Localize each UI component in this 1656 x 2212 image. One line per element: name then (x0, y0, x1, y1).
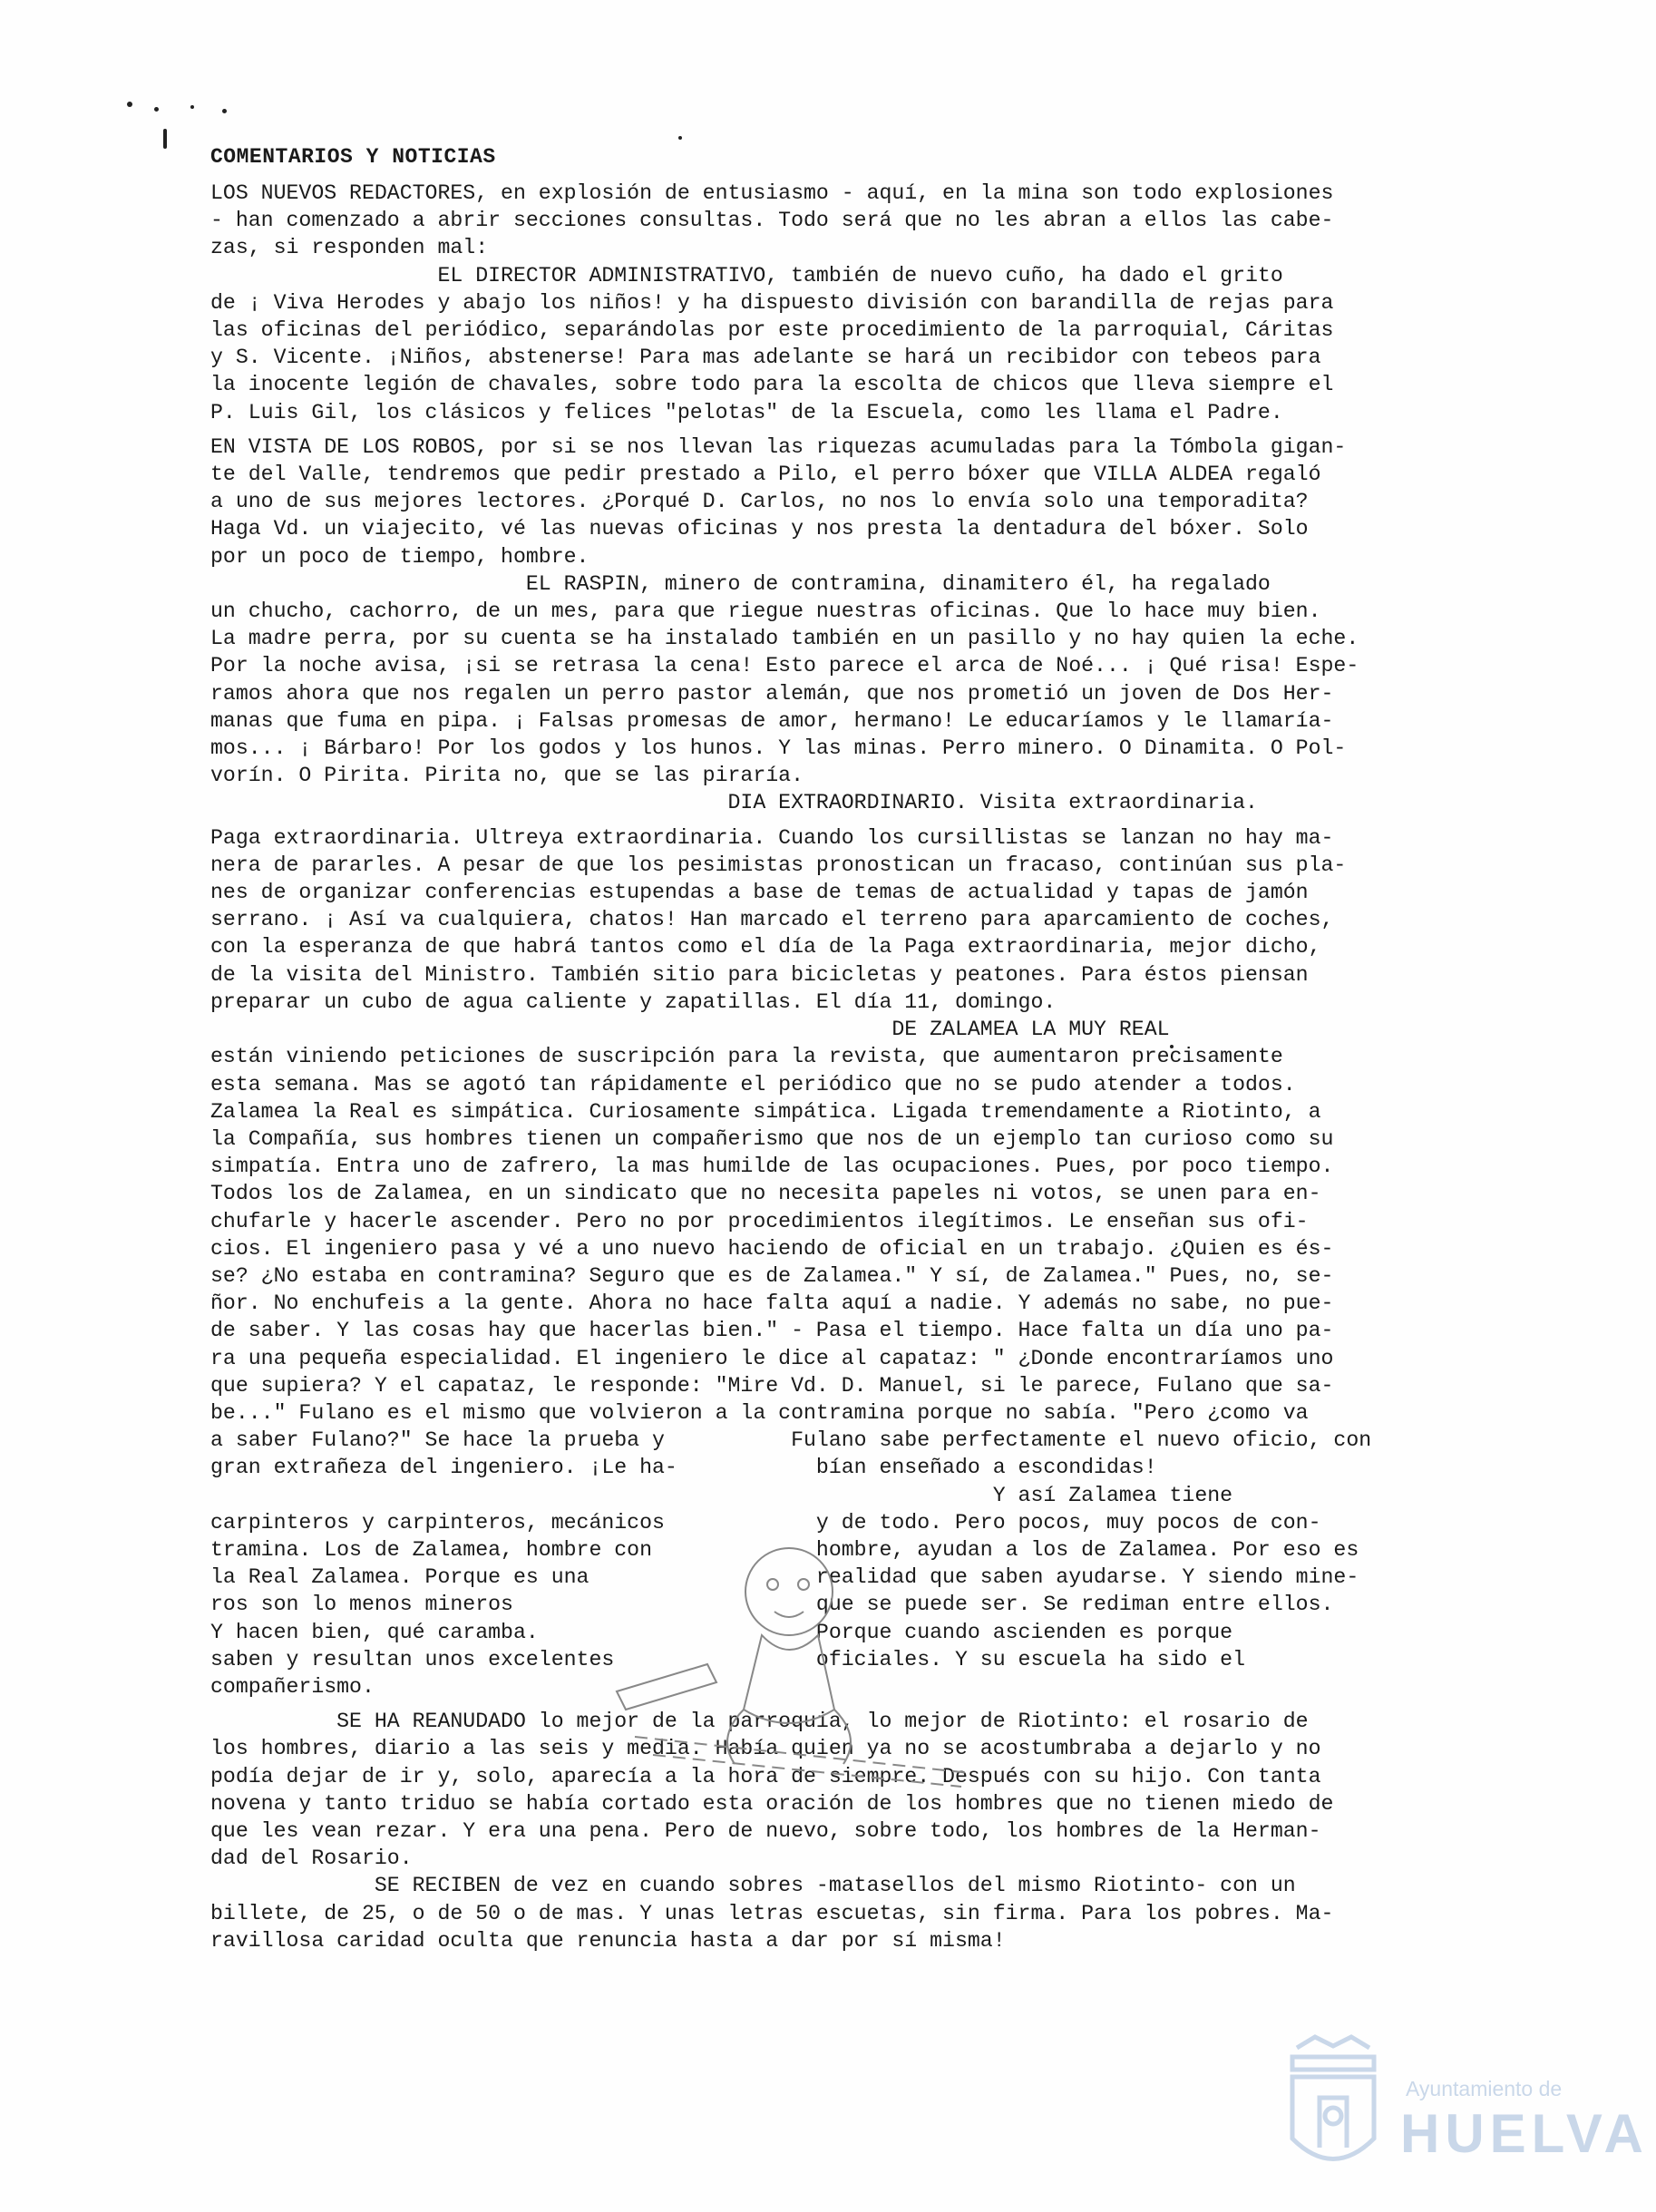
text-line: LOS NUEVOS REDACTORES, en explosión de entusiasmo - aquí, en la mina son todo explosiones (210, 181, 1334, 205)
text-line: los hombres, diario a las seis y media. Había quien ya no se acostumbraba a dejarlo y no (210, 1737, 1321, 1761)
watermark-line2: HUELVA (1400, 2103, 1649, 2164)
text-line: nera de pararles. A pesar de que los pesimistas pronostican un fracaso, continúan sus pla- (210, 853, 1347, 877)
text-line: nes de organizar conferencias estupendas a base de temas de actualidad y tapas de jamón (210, 881, 1309, 905)
text-line: novena y tanto triduo se había cortado esta oración de los hombres que no tienen miedo de (210, 1791, 1334, 1816)
text-line: de saber. Y las cosas hay que hacerlas bien." - Pasa el tiempo. Hace falta un día uno pa- (210, 1319, 1334, 1343)
text-line: Paga extraordinaria. Ultreya extraordinaria. Cuando los cursillistas se lanzan no hay ma- (210, 825, 1334, 850)
text-line: zas, si responden mal: (210, 236, 489, 260)
huelva-watermark (1279, 2030, 1649, 2184)
text-line: la Compañía, sus hombres tienen un compañerismo que nos de un ejemplo tan curioso como su (210, 1126, 1334, 1151)
text-line: Y hacen bien, qué caramba. Porque cuando ascienden es porque (210, 1620, 1233, 1644)
text-line: carpinteros y carpinteros, mecánicos y de todo. Pero pocos, muy pocos de con- (210, 1510, 1321, 1535)
text-line: La madre perra, por su cuenta se ha instalado también en un pasillo y no hay quien la eche. (210, 627, 1359, 651)
text-line: serrano. ¡ Así va cualquiera, chatos! Han marcado el terreno para aparcamiento de coches, (210, 908, 1334, 932)
text-line: billete, de 25, o de 50 o de mas. Y unas letras escuetas, sin firma. Para los pobres. Ma- (210, 1901, 1334, 1925)
text-line: Zalamea la Real es simpática. Curiosamente simpática. Ligada tremendamente a Riotinto, a (210, 1099, 1321, 1124)
text-line: preparar un cubo de agua caliente y zapatillas. El día 11, domingo. (210, 989, 1057, 1014)
text-line: vorín. O Pirita. Pirita no, que se las piraría. (210, 764, 804, 788)
text-line: y S. Vicente. ¡Niños, abstenerse! Para mas adelante se hará un recibidor con tebeos para (210, 346, 1321, 370)
text-line: chufarle y hacerle ascender. Pero no por procedimientos ilegítimos. Le enseñan sus ofi- (210, 1209, 1309, 1233)
text-line: están viniendo peticiones de suscripción para la revista, que aumentaron precisamente (210, 1045, 1283, 1069)
text-line: por un poco de tiempo, hombre. (210, 544, 589, 569)
coat-of-arms-icon (1279, 2030, 1388, 2184)
text-line: Haga Vd. un viajecito, vé las nuevas oficinas y nos presta la dentadura del bóxer. Solo (210, 517, 1309, 541)
text-line: P. Luis Gil, los clásicos y felices "pelotas" de la Escuela, como les llama el Padre. (210, 400, 1283, 424)
text-line: gran extrañeza del ingeniero. ¡Le ha- bían enseñado a escondidas! (210, 1456, 1157, 1480)
text-line: DE ZALAMEA LA MUY REAL (210, 1018, 1170, 1042)
text-line: que supiera? Y el capataz, le responde: "Mire Vd. D. Manuel, si le parece, Fulano que sa- (210, 1373, 1334, 1398)
text-line: las oficinas del periódico, separándolas por este procedimiento de la parroquial, Cáritas (210, 318, 1334, 343)
text-line: ravillosa caridad oculta que renuncia hasta a dar por sí misma! (210, 1928, 1006, 1953)
paragraph-robos-raspin (210, 434, 1498, 817)
text-line: - han comenzado a abrir secciones consultas. Todo será que no les abran a ellos las cabe- (210, 209, 1334, 233)
text-line: be..." Fulano es el mismo que volvieron a la contramina porque no sabía. "Pero ¿como va (210, 1400, 1309, 1425)
text-line: Y así Zalamea tiene (210, 1483, 1233, 1507)
text-line: ñor. No enchufeis a la gente. Ahora no hace falta aquí a nadie. Y además no sabe, no pue- (210, 1291, 1334, 1316)
text-line: se? ¿No estaba en contramina? Seguro que es de Zalamea." Y sí, de Zalamea." Pues, no, se- (210, 1263, 1334, 1288)
text-line: la inocente legión de chavales, sobre todo para la escolta de chicos que lleva siempre el (210, 373, 1334, 397)
text-line: de ¡ Viva Herodes y abajo los niños! y ha dispuesto división con barandilla de rejas para (210, 290, 1334, 315)
text-line: Por la noche avisa, ¡si se retrasa la cena! Esto parece el arca de Noé... ¡ Qué risa! Espe- (210, 654, 1359, 678)
text-line: SE RECIBEN de vez en cuando sobres -matasellos del mismo Riotinto- con un (210, 1874, 1296, 1898)
text-line: Todos los de Zalamea, en un sindicato que no necesita papeles ni votos, se unen para en- (210, 1182, 1321, 1206)
text-line: podía dejar de ir y, solo, aparecía a la hora de siempre. Después con su hijo. Con tanta (210, 1764, 1321, 1788)
text-line: un chucho, cachorro, de un mes, para que riegue nuestras oficinas. Que lo hace muy bien. (210, 599, 1321, 624)
text-line: EL DIRECTOR ADMINISTRATIVO, también de nuevo cuño, ha dado el grito (210, 263, 1283, 287)
text-line: ra una pequeña especialidad. El ingeniero le dice al capataz: " ¿Donde encontraríamos uno (210, 1346, 1334, 1370)
text-line: a uno de sus mejores lectores. ¿Porqué D. Carlos, no nos lo envía solo una temporadita? (210, 490, 1309, 514)
child-sketch-illustration (580, 1528, 998, 1800)
text-line: ramos ahora que nos regalen un perro pastor alemán, que nos prometió un joven de Dos Her- (210, 681, 1334, 706)
text-line: manas que fuma en pipa. ¡ Falsas promesas de amor, hermano! Le educaríamos y le llamaría- (210, 708, 1334, 733)
text-line: tramina. Los de Zalamea, hombre con hombre, ayudan a los de Zalamea. Por eso es (210, 1537, 1359, 1562)
text-line: a saber Fulano?" Se hace la prueba y Fulano sabe perfectamente el nuevo oficio, con (210, 1428, 1372, 1453)
text-line: te del Valle, tendremos que pedir prestado a Pilo, el perro bóxer que VILLA ALDEA regaló (210, 463, 1321, 487)
text-line: esta semana. Mas se agotó tan rápidamente el periódico que no se pudo atender a todos. (210, 1072, 1296, 1096)
watermark-line1: Ayuntamiento de (1406, 2077, 1563, 2100)
text-line: saben y resultan unos excelentes oficiales. Y su escuela ha sido el (210, 1647, 1246, 1671)
text-line: con la esperanza de que habrá tantos como el día de la Paga extraordinaria, mejor dicho, (210, 935, 1321, 960)
text-line: ros son lo menos mineros que se puede ser. Se rediman entre ellos. (210, 1593, 1334, 1617)
text-line: cios. El ingeniero pasa y vé a uno nuevo haciendo de oficial en un trabajo. ¿Quien es és- (210, 1236, 1334, 1261)
text-line: simpatía. Entra uno de zafrero, la mas humilde de las ocupaciones. Pues, por poco tiempo. (210, 1155, 1334, 1179)
page-title: COMENTARIOS Y NOTICIAS (210, 145, 496, 169)
text-line: que les vean rezar. Y era una pena. Pero de nuevo, sobre todo, los hombres de la Herman- (210, 1818, 1321, 1843)
text-line: SE HA REANUDADO lo mejor de la parroquia, lo mejor de Riotinto: el rosario de (210, 1710, 1309, 1734)
text-line: la Real Zalamea. Porque es una realidad que saben ayudarse. Y siendo mine- (210, 1565, 1359, 1590)
text-line: EN VISTA DE LOS ROBOS, por si se nos llevan las riquezas acumuladas para la Tómbola gigan- (210, 434, 1347, 459)
text-line: dad del Rosario. (210, 1847, 413, 1871)
text-line: compañerismo. (210, 1674, 375, 1699)
paragraph-nuevos-redactores (210, 180, 1498, 426)
text-line: EL RASPIN, minero de contramina, dinamitero él, ha regalado (210, 571, 1271, 596)
text-line: mos... ¡ Bárbaro! Por los godos y los hunos. Y las minas. Perro minero. O Dinamita. O Pol- (210, 736, 1347, 761)
text-line: DIA EXTRAORDINARIO. Visita extraordinaria. (210, 791, 1258, 815)
text-line: de la visita del Ministro. También sitio para bicicletas y peatones. Para éstos piensan (210, 962, 1309, 987)
